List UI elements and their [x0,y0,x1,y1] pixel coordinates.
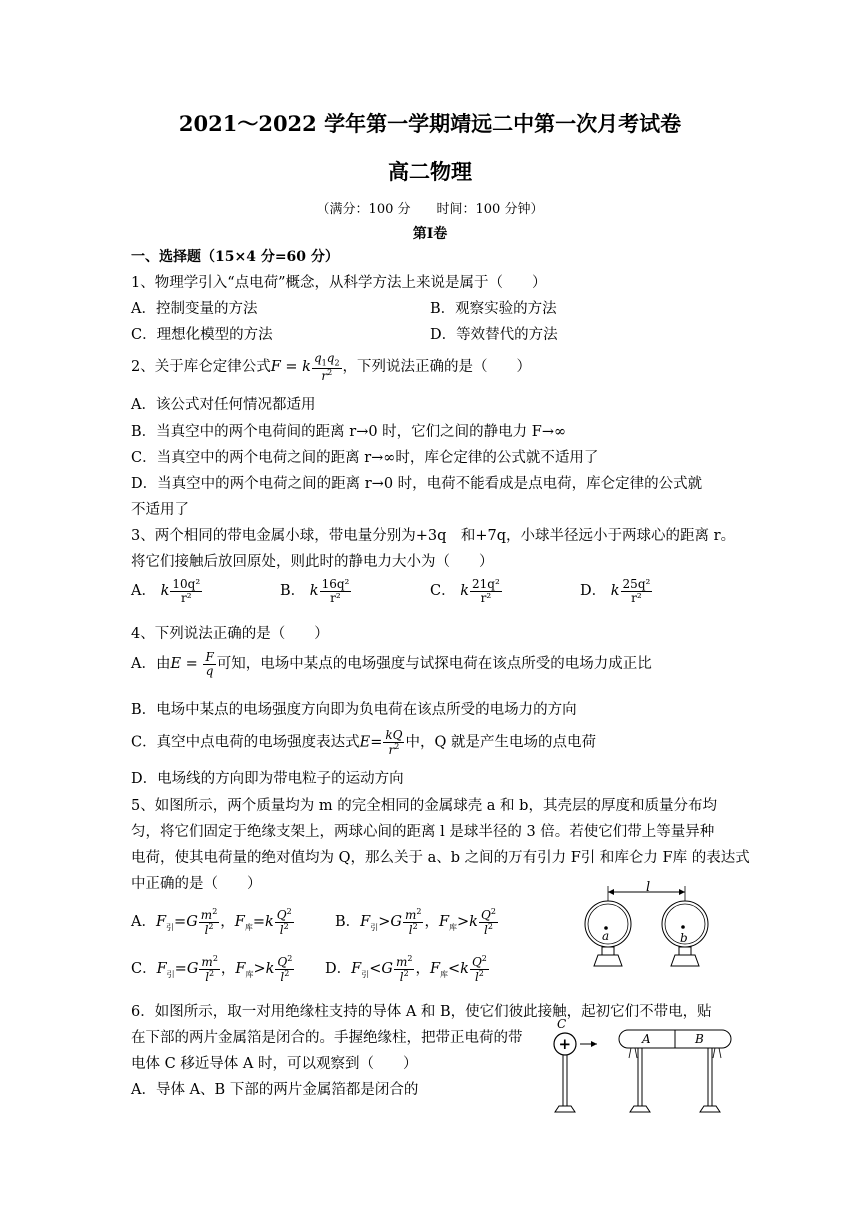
q6-stem-line1: 6．如图所示，取一对用绝缘柱支持的导体 A 和 B，使它们彼此接触，起初它们不带电，贴 [131,1004,712,1020]
coulomb-fraction: $\frac{q_1q_2}{r^2}$ [313,351,340,383]
conductor-label-b: B [695,1032,704,1046]
point-charge-fraction: $\frac{kQ}{r^2}$ [385,728,403,757]
q3-option-c: C． k $\frac{\text{21q²}}{\text{r²}}$ [430,577,500,605]
q6-option-a: A．导体 A、B 下部的两片金属箔都是闭合的 [131,1082,419,1098]
q2-stem-post: ，下列说法正确的是（ ） [342,359,532,376]
q2-stem: 2、关于库仑定律公式F = k $\frac{q_1q_2}{r^2}$ ，下列说法正确的是（ ） [131,351,532,383]
q2-option-a: A．该公式对任何情况都适用 [131,397,316,413]
q2-stem-pre: 2、关于库仑定律公式 [131,359,271,376]
volume-label: 第Ⅰ卷 [412,226,448,242]
exam-title: 2021～2022 学年第一学期靖远二中第一次月考试卷 [178,111,682,136]
q3-option-a: A． k $\frac{\text{10q²}}{\text{r²}}$ [131,577,201,605]
q1-option-d: D．等效替代的方法 [430,327,558,343]
q3-d-numerator: 25q² [622,577,651,591]
charge-label-c: C [557,1017,567,1031]
q5-option-b: B．$F_引>G$ $\frac{m^2}{l^2}$ ，$F_库>k$ $\frac{Q^2}{l^2}$ [335,907,496,937]
formula-coulomb: F [270,359,281,376]
sphere-label-b: b [680,931,688,945]
q5-stem-line4: 中正确的是（ ） [131,876,262,892]
q3-b-numerator: 16q² [321,577,350,591]
exam-info: （满分：100 分 时间：100 分钟） [316,202,544,217]
q4-stem: 4、下列说法正确的是（ ） [131,626,329,642]
q3-stem-line2: 将它们接触后放回原处，则此时的静电力大小为（ ） [131,554,494,570]
q4-option-d: D．电场线的方向即为带电粒子的运动方向 [131,771,404,787]
q5-figure-spheres [578,880,728,980]
q5-stem-line2: 匀，将它们固定于绝缘支架上，两球心间的距离 l 是球半径的 3 倍。若使它们带上等量异种 [131,824,715,840]
q5-stem-line1: 5、如图所示，两个质量均为 m 的完全相同的金属球壳 a 和 b，其壳层的厚度和质量分布均 [131,798,717,814]
q2-option-b: B．当真空中的两个电荷间的距离 r→0 时，它们之间的静电力 F→∞ [131,424,567,440]
q4-option-a: A．由E = $\frac{F}{q}$ 可知，电场中某点的电场强度与试探电荷在该点所受的电场力成正比 [131,650,652,678]
q4-option-b: B．电场中某点的电场强度方向即为负电荷在该点所受的电场力的方向 [131,702,577,718]
q6-stem-line2: 在下部的两片金属箔是闭合的。手握绝缘柱，把带正电荷的带 [131,1030,523,1046]
q2-option-d-line2: 不适用了 [131,502,189,518]
q6-stem-line3: 电体 C 移近导体 A 时，可以观察到（ ） [131,1056,418,1072]
q1-option-a: A．控制变量的方法 [131,301,258,317]
sphere-label-a: a [602,929,610,943]
q5-option-a: A．$F_引=G$ $\frac{m^2}{l^2}$ ，$F_库=k$ $\frac{Q^2}{l^2}$ [131,907,292,937]
q5-option-d: D．$F_引<G$ $\frac{m^2}{l^2}$ ，$F_库<k$ $\frac{Q^2}{l^2}$ [325,954,487,984]
q4-option-c: C．真空中点电荷的电场强度表达式E= $\frac{kQ}{r^2}$ 中，Q 就是产生电场的点电荷 [131,728,596,757]
q3-option-b: B． k $\frac{\text{16q²}}{\text{r²}}$ [280,577,350,605]
distance-label-l: l [646,880,651,895]
section-heading: 一、选择题（15×4 分=60 分） [131,249,339,265]
q1-stem: 1、物理学引入“点电荷”概念，从科学方法上来说是属于（ ） [131,275,547,291]
q6-figure-conductors [545,1016,740,1116]
q3-stem-line1: 3、两个相同的带电金属小球，带电量分别为+3q 和+7q，小球半径远小于两球心的距离 r。 [131,528,736,544]
q1-option-c: C．理想化模型的方法 [131,327,273,343]
q2-option-d-line1: D．当真空中的两个电荷之间的距离 r→0 时，电荷不能看成是点电荷，库仑定律的公式就 [131,476,703,492]
field-fraction: $\frac{F}{q}$ [205,650,214,678]
q2-option-c: C．当真空中的两个电荷之间的距离 r→∞时，库仑定律的公式就不适用了 [131,450,599,466]
q3-c-numerator: 21q² [472,577,500,591]
q3-option-d: D． k $\frac{\text{25q²}}{\text{r²}}$ [580,577,651,605]
plus-sign-icon: + [558,1035,572,1053]
q3-a-numerator: 10q² [172,577,201,591]
q1-option-b: B．观察实验的方法 [430,301,557,317]
subject-title: 高二物理 [388,159,472,184]
q5-option-c: C．$F_引=G$ $\frac{m^2}{l^2}$ ，$F_库>k$ $\frac{Q^2}{l^2}$ [131,954,293,984]
conductor-label-a: A [642,1032,651,1046]
q5-stem-line3: 电荷，使其电荷量的绝对值均为 Q，那么关于 a、b 之间的万有引力 F引 和库仑力 F库 的表达式 [131,850,750,866]
